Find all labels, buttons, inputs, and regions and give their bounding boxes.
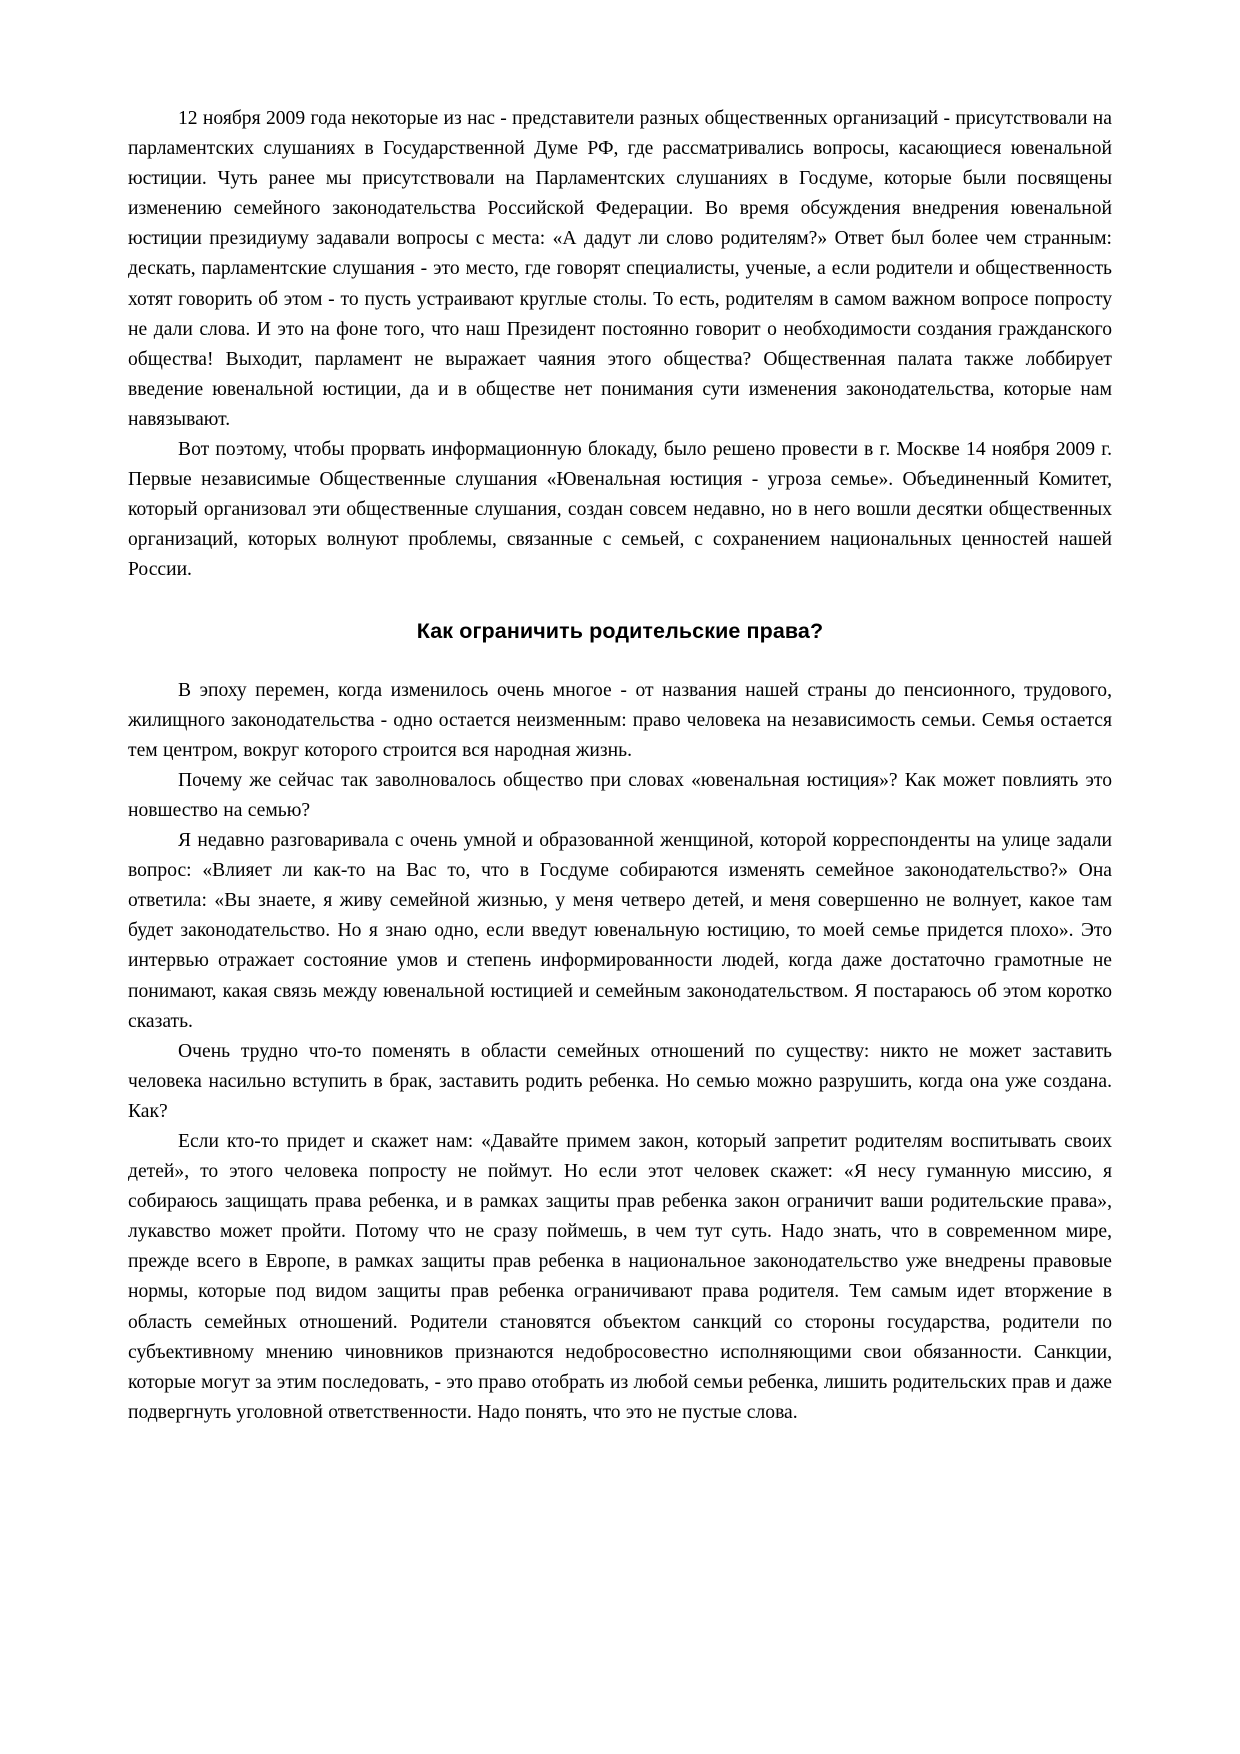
paragraph-7: Если кто-то придет и скажет нам: «Давайте примем закон, который запретит родителям воспитывать своих детей», то этого человека попросту не поймут. Но если этот человек скажет: «Я несу гуманную миссию, я собираюсь защищать права ребенка, и в рамках защиты прав ребенка закон ограничит ваши родительские права», лукавство может пройти. Потому что не сразу поймешь, в чем тут суть. Надо знать, что в современном мире, прежде всего в Европе, в рамках защиты прав ребенка в национальное законодательство уже внедрены правовые нормы, которые под видом защиты прав ребенка ограничивают права родителя. Тем самым идет вторжение в область семейных отношений. Родители становятся объектом санкций со стороны государства, родители по субъективному мнению чиновников признаются недобросовестно исполняющими свои обязанности. Санкции, которые могут за этим последовать, - это право отобрать из любой семьи ребенка, лишить родительских прав и даже подвергнуть уголовной ответственности. Надо понять, что это не пустые слова. <box>128 1131 1112 1423</box>
heading-spacer-above <box>128 586 1112 616</box>
section-heading: Как ограничить родительские права? <box>416 618 824 643</box>
paragraph-2: Вот поэтому, чтобы прорвать информационную блокаду, было решено провести в г. Москве 14 ноября 2009 г. Первые независимые Общественные слушания «Ювенальная юстиция - угроза семье». Объединенный Комитет, который организовал эти общественные слушания, создан совсем недавно, но в него вошли десятки общественных организаций, которых волнуют проблемы, связанные с семьей, с сохранением национальных ценностей нашей России. <box>128 439 1112 581</box>
text-column <box>128 104 1112 1428</box>
paragraph-6: Очень трудно что-то поменять в области семейных отношений по существу: никто не может заставить человека насильно вступить в брак, заставить родить ребенка. Но семью можно разрушить, когда она уже создана. Как? <box>128 1040 1112 1122</box>
paragraph-3: В эпоху перемен, когда изменилось очень многое - от названия нашей страны до пенсионного, трудового, жилищного законодательства - одно остается неизменным: право человека на независимость семьи. Семья остается тем центром, вокруг которого строится вся народная жизнь. <box>128 679 1112 761</box>
paragraph-5: Я недавно разговаривала с очень умной и образованной женщиной, которой корреспонденты на улице задали вопрос: «Влияет ли как-то на Вас то, что в Госдуме собираются изменять семейное законодательство?» Она ответила: «Вы знаете, я живу семейной жизнью, у меня четверо детей, и меня совершенно не волнует, какое там будет законодательство. Но я знаю одно, если введут ювенальную юстицию, то моей семье придется плохо». Это интервью отражает состояние умов и степень информированности людей, когда даже достаточно грамотные не понимают, какая связь между ювенальной юстицией и семейным законодательством. Я постараюсь об этом коротко сказать. <box>128 830 1112 1032</box>
paragraph-4: Почему же сейчас так заволновалось общество при словах «ювенальная юстиция»? Как может повлиять это новшество на семью? <box>128 769 1112 821</box>
heading-spacer-below <box>128 646 1112 676</box>
paragraph-1: 12 ноября 2009 года некоторые из нас - представители разных общественных организаций - присутствовали на парламентских слушаниях в Государственной Думе РФ, где рассматривались вопросы, касающиеся ювенальной юстиции. Чуть ранее мы присутствовали на Парламентских слушаниях в Госдуме, которые были посвящены изменению семейного законодательства Российской Федерации. Во время обсуждения внедрения ювенальной юстиции президиуму задавали вопросы с места: «А дадут ли слово родителям?» Ответ был более чем странным: дескать, парламентские слушания - это место, где говорят специалисты, ученые, а если родители и общественность хотят говорить об этом - то пусть устраивают круглые столы. То есть, родителям в самом важном вопросе попросту не дали слова. И это на фоне того, что наш Президент постоянно говорит о необходимости создания гражданского общества! Выходит, парламент не выражает чаяния этого общества? Общественная палата также лоббирует введение ювенальной юстиции, да и в обществе нет понимания сути изменения законодательства, которые нам навязывают. <box>128 108 1112 430</box>
